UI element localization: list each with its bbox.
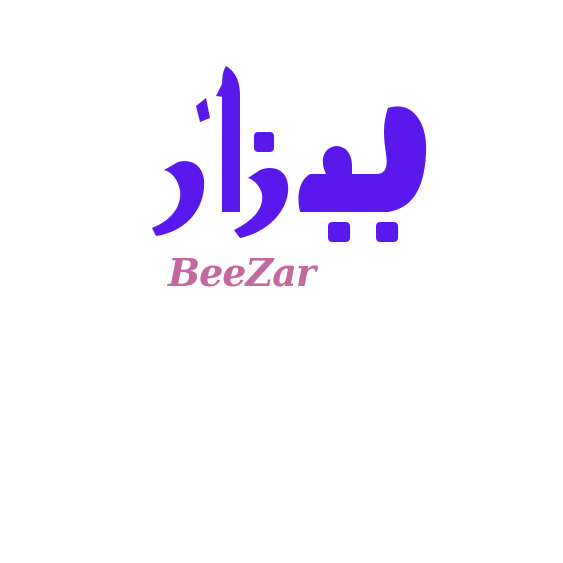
- arabic-wordmark-logo: [150, 62, 430, 252]
- latin-wordmark-text: BeeZar: [168, 250, 315, 295]
